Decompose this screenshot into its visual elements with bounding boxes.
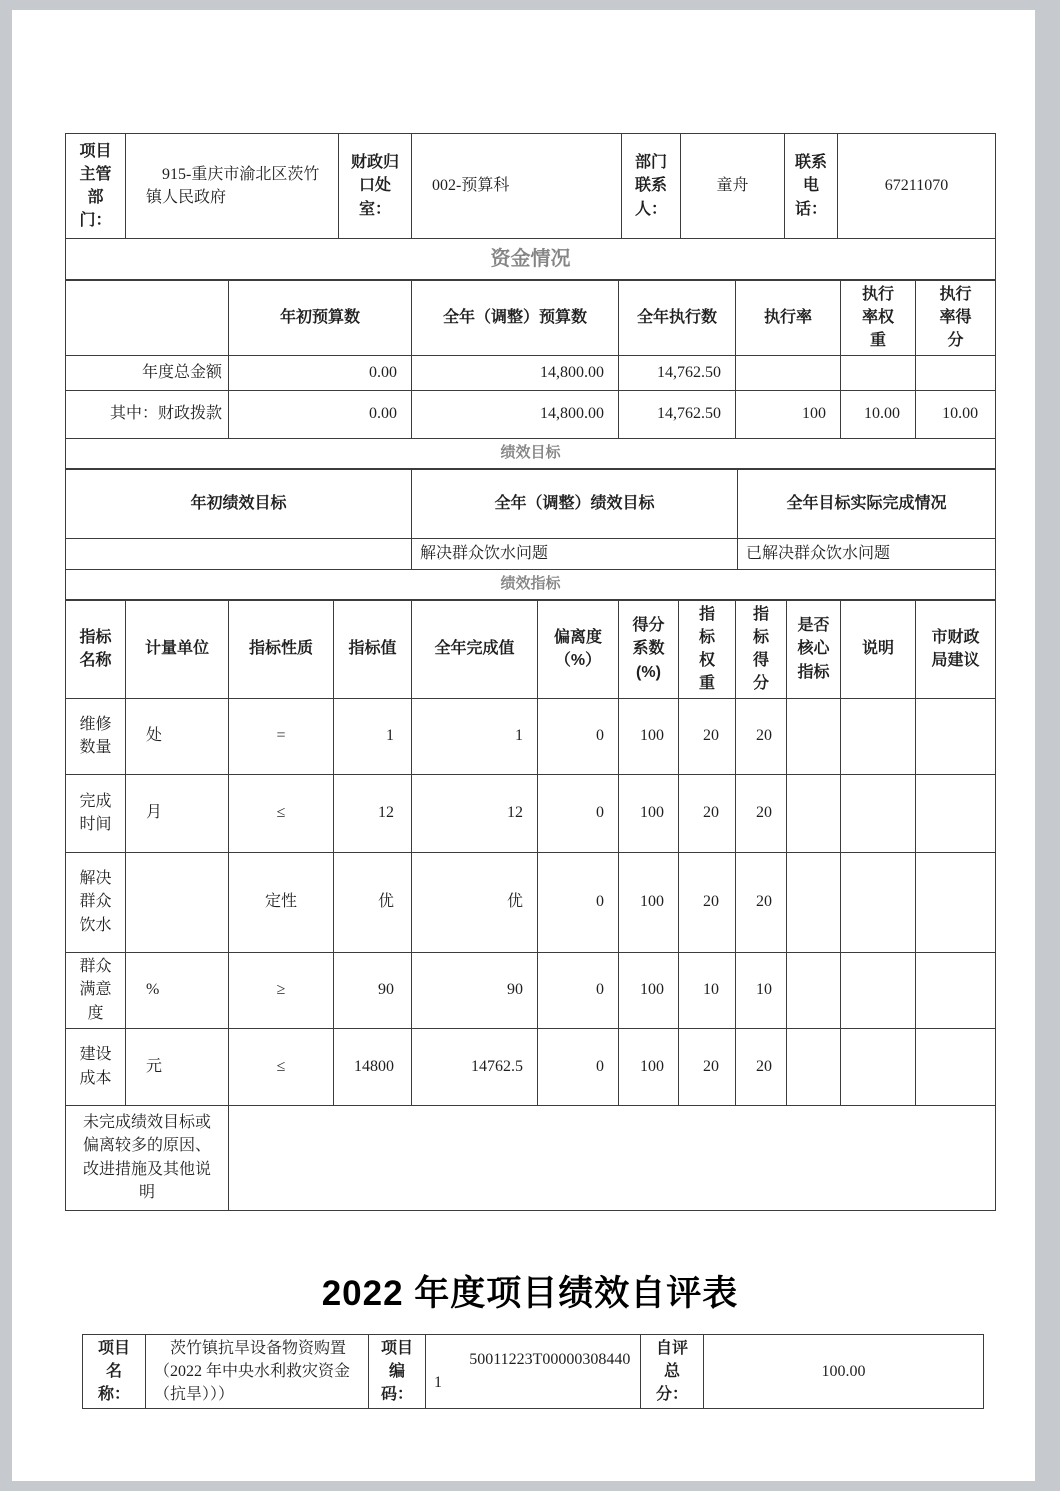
indicator-score: 20 — [736, 852, 787, 952]
funding-row-fiscal — [66, 390, 996, 438]
indicator-unit: 处 — [126, 698, 229, 774]
self-score-value: 100.00 — [704, 1334, 984, 1409]
contact-value: 童舟 — [681, 134, 785, 239]
indicator-remark — [841, 952, 916, 1028]
project-name-value: 茨竹镇抗旱设备物资购置（2022 年中央水利救灾资金（抗旱））） — [146, 1334, 369, 1409]
col-unit: 计量单位 — [126, 600, 229, 699]
indicator-annual: 12 — [412, 774, 538, 852]
indicator-nature: ≥ — [229, 952, 334, 1028]
indicator-coef: 100 — [619, 952, 679, 1028]
indicator-target: 优 — [334, 852, 412, 952]
goal-initial-value — [66, 538, 412, 569]
office-label: 财政归口处室： — [339, 134, 412, 239]
col-remark: 说明 — [841, 600, 916, 699]
col-indicator-weight: 指标权重 — [679, 600, 736, 699]
indicator-target: 90 — [334, 952, 412, 1028]
funding-row-label: 年度总金额 — [66, 355, 229, 390]
indicators-header-row — [66, 600, 996, 699]
phone-label: 联系电话： — [785, 134, 838, 239]
indicator-core — [787, 698, 841, 774]
indicators-section-header — [66, 569, 996, 600]
indicator-advice — [916, 852, 996, 952]
summary-table — [82, 1334, 984, 1410]
indicator-unit: 月 — [126, 774, 229, 852]
indicator-advice — [916, 774, 996, 852]
rate-weight — [841, 355, 916, 390]
indicator-coef: 100 — [619, 698, 679, 774]
indicator-remark — [841, 1028, 916, 1105]
goals-col-adjusted: 全年（调整）绩效目标 — [412, 469, 738, 539]
indicator-deviation: 0 — [538, 698, 619, 774]
indicator-deviation: 0 — [538, 1028, 619, 1105]
indicator-deviation: 0 — [538, 852, 619, 952]
rate-weight: 10.00 — [841, 390, 916, 438]
indicator-weight: 10 — [679, 952, 736, 1028]
indicator-row — [66, 1028, 996, 1105]
indicator-coef: 100 — [619, 774, 679, 852]
funding-col-rate-weight: 执行率权重 — [841, 280, 916, 355]
indicator-annual: 优 — [412, 852, 538, 952]
col-core-indicator: 是否核心指标 — [787, 600, 841, 699]
rate-score: 10.00 — [916, 390, 996, 438]
funding-section-header — [66, 239, 996, 281]
funding-row-label: 其中：财政拨款 — [66, 390, 229, 438]
footer-label: 未完成绩效目标或偏离较多的原因、改进措施及其他说明 — [66, 1105, 229, 1210]
indicator-target: 1 — [334, 698, 412, 774]
indicator-remark — [841, 774, 916, 852]
goals-section-header — [66, 438, 996, 469]
col-target-value: 指标值 — [334, 600, 412, 699]
goal-actual-value: 已解决群众饮水问题 — [738, 538, 996, 569]
indicator-row — [66, 952, 996, 1028]
indicator-annual: 90 — [412, 952, 538, 1028]
indicator-score: 10 — [736, 952, 787, 1028]
indicator-unit: 元 — [126, 1028, 229, 1105]
col-bureau-advice: 市财政局建议 — [916, 600, 996, 699]
indicator-name: 完成时间 — [66, 774, 126, 852]
indicator-advice — [916, 1028, 996, 1105]
indicator-unit: % — [126, 952, 229, 1028]
funding-table — [65, 238, 996, 439]
indicator-weight: 20 — [679, 774, 736, 852]
project-code-label: 项目编码： — [369, 1334, 426, 1409]
dept-label: 项目主管部门： — [66, 134, 126, 239]
execution-rate: 100 — [736, 390, 841, 438]
indicator-annual: 14762.5 — [412, 1028, 538, 1105]
goal-adjusted-value: 解决群众饮水问题 — [412, 538, 738, 569]
funding-col-blank — [66, 280, 229, 355]
indicator-name: 解决群众饮水 — [66, 852, 126, 952]
indicator-remark — [841, 852, 916, 952]
self-score-label: 自评总分： — [641, 1334, 704, 1409]
indicator-row — [66, 852, 996, 952]
indicator-target: 12 — [334, 774, 412, 852]
indicator-unit — [126, 852, 229, 952]
col-indicator-name: 指标名称 — [66, 600, 126, 699]
col-nature: 指标性质 — [229, 600, 334, 699]
funding-col-rate-score: 执行率得分 — [916, 280, 996, 355]
project-name-label: 项目名称： — [83, 1334, 146, 1409]
dept-value: 915-重庆市渝北区茨竹镇人民政府 — [126, 134, 339, 239]
goals-section-title: 绩效目标 — [66, 438, 996, 469]
indicator-deviation: 0 — [538, 774, 619, 852]
indicator-row — [66, 698, 996, 774]
indicator-score: 20 — [736, 774, 787, 852]
indicator-score: 20 — [736, 1028, 787, 1105]
document-page — [12, 10, 1035, 1481]
col-deviation: 偏离度（%） — [538, 600, 619, 699]
indicator-score: 20 — [736, 698, 787, 774]
rate-score — [916, 355, 996, 390]
indicator-name: 群众满意度 — [66, 952, 126, 1028]
indicator-core — [787, 774, 841, 852]
summary-row — [83, 1334, 984, 1409]
phone-value: 67211070 — [838, 134, 996, 239]
indicator-row — [66, 774, 996, 852]
col-indicator-score: 指标得分 — [736, 600, 787, 699]
indicator-core — [787, 1028, 841, 1105]
indicator-remark — [841, 698, 916, 774]
indicator-weight: 20 — [679, 852, 736, 952]
project-info-table — [65, 133, 996, 239]
indicator-deviation: 0 — [538, 952, 619, 1028]
adjusted-budget: 14,800.00 — [412, 355, 619, 390]
indicator-advice — [916, 698, 996, 774]
funding-row-total — [66, 355, 996, 390]
indicator-nature: ≤ — [229, 774, 334, 852]
executed-amount: 14,762.50 — [619, 355, 736, 390]
page-title: 2022 年度项目绩效自评表 — [321, 1273, 739, 1313]
indicator-name: 维修数量 — [66, 698, 126, 774]
goals-header-row — [66, 469, 996, 539]
goals-value-row — [66, 538, 996, 569]
col-score-coef: 得分系数(%) — [619, 600, 679, 699]
col-annual-value: 全年完成值 — [412, 600, 538, 699]
funding-section-title: 资金情况 — [66, 239, 996, 281]
indicator-annual: 1 — [412, 698, 538, 774]
funding-header-row — [66, 280, 996, 355]
contact-label: 部门联系人： — [622, 134, 681, 239]
indicator-coef: 100 — [619, 1028, 679, 1105]
initial-budget: 0.00 — [229, 390, 412, 438]
goals-col-actual: 全年目标实际完成情况 — [738, 469, 996, 539]
indicator-name: 建设成本 — [66, 1028, 126, 1105]
indicators-table — [65, 569, 996, 1211]
goals-col-initial: 年初绩效目标 — [66, 469, 412, 539]
footer-value — [229, 1105, 996, 1210]
indicator-core — [787, 852, 841, 952]
indicators-section-title: 绩效指标 — [66, 569, 996, 600]
indicator-target: 14800 — [334, 1028, 412, 1105]
indicator-nature: 定性 — [229, 852, 334, 952]
indicators-footer-row — [66, 1105, 996, 1210]
indicator-coef: 100 — [619, 852, 679, 952]
indicator-nature: = — [229, 698, 334, 774]
indicator-advice — [916, 952, 996, 1028]
project-code-value: 50011223T000003084401 — [426, 1334, 641, 1409]
office-value: 002-预算科 — [412, 134, 622, 239]
executed-amount: 14,762.50 — [619, 390, 736, 438]
indicator-weight: 20 — [679, 1028, 736, 1105]
indicator-weight: 20 — [679, 698, 736, 774]
adjusted-budget: 14,800.00 — [412, 390, 619, 438]
indicator-core — [787, 952, 841, 1028]
indicator-nature: ≤ — [229, 1028, 334, 1105]
project-info-row — [66, 134, 996, 239]
funding-col-adjusted: 全年（调整）预算数 — [412, 280, 619, 355]
execution-rate — [736, 355, 841, 390]
initial-budget: 0.00 — [229, 355, 412, 390]
goals-table — [65, 438, 996, 570]
funding-col-executed: 全年执行数 — [619, 280, 736, 355]
funding-col-rate: 执行率 — [736, 280, 841, 355]
funding-col-initial: 年初预算数 — [229, 280, 412, 355]
